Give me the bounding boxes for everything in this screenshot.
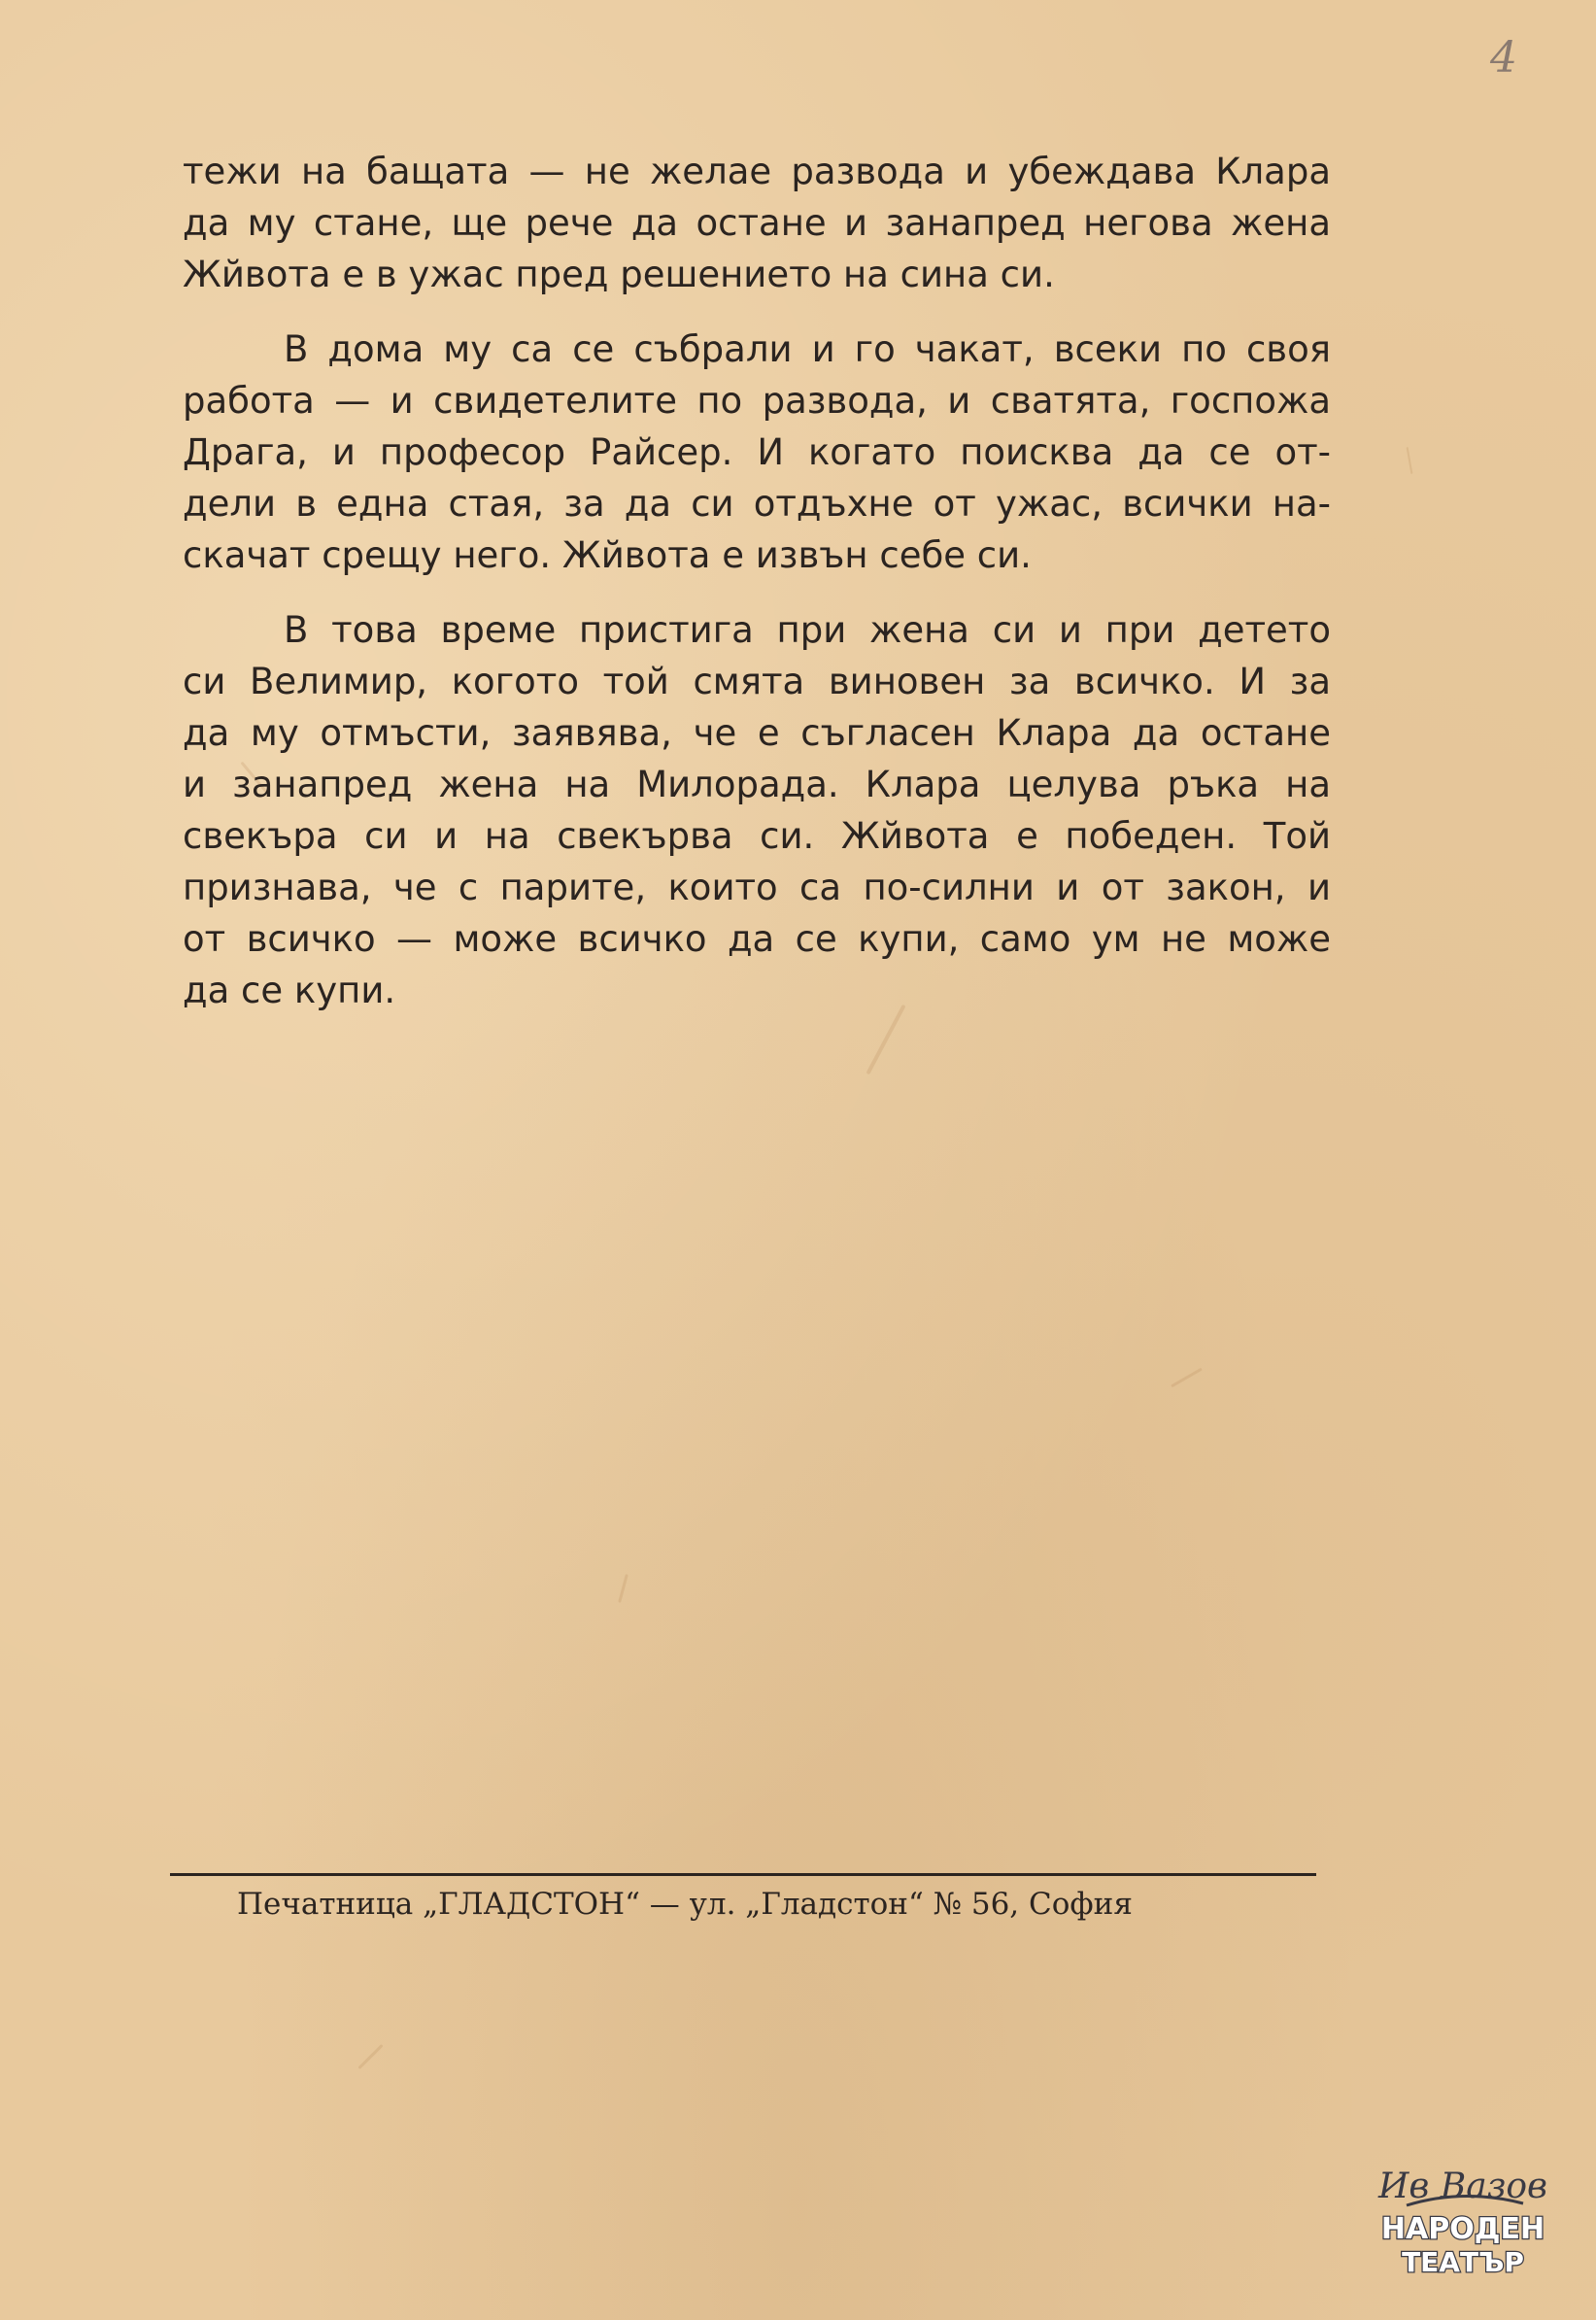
body-text bbox=[183, 146, 1331, 1040]
paper-fiber bbox=[1171, 1368, 1203, 1388]
text-line: и занапред жена на Милорада. Клара целува ръка на bbox=[183, 764, 1331, 805]
text-line: скачат срещу него. Жйвота е извън себе си. bbox=[183, 534, 1032, 576]
national-theatre-stamp bbox=[1377, 2159, 1548, 2285]
footer-rule bbox=[170, 1873, 1316, 1876]
stamp-line-2: ТЕАТЪР bbox=[1402, 2246, 1524, 2278]
text-line: Жйвота е в ужас пред решението на сина си. bbox=[183, 254, 1055, 295]
paper-fiber bbox=[1407, 447, 1413, 474]
stamp-signature: Ив Вазов bbox=[1378, 2166, 1547, 2206]
text-line: от всичко — може всичко да се купи, само ум не може bbox=[183, 918, 1331, 960]
text-line: да му стане, ще рече да остане и занапред негова жена bbox=[183, 202, 1331, 244]
paper-fiber bbox=[357, 2044, 383, 2069]
text-line: си Велимир, когото той смята виновен за всичко. И за bbox=[183, 661, 1331, 702]
text-line: тежи на бащата — не желае развода и убеждава Клара bbox=[183, 151, 1331, 192]
text-line: признава, че с парите, които са по-силни и от закон, и bbox=[183, 867, 1331, 908]
paragraph-1 bbox=[183, 146, 1331, 300]
text-line: да се купи. bbox=[183, 970, 396, 1011]
stamp-logo-icon bbox=[1377, 2159, 1548, 2285]
paragraph-3 bbox=[183, 604, 1331, 1016]
paper-fiber bbox=[618, 1574, 628, 1603]
text-line: работа — и свидетелите по развода, и сватята, госпожа bbox=[183, 380, 1331, 422]
paragraph-2 bbox=[183, 324, 1331, 581]
text-line: В това време пристига при жена си и при детето bbox=[284, 609, 1331, 651]
stamp-line-1: НАРОДЕН bbox=[1380, 2212, 1545, 2246]
printer-imprint: Печатница „ГЛАДСТОН“ — ул. „Гладстон“ № 56, София bbox=[237, 1887, 1133, 1922]
text-line: В дома му са се събрали и го чакат, всеки по своя bbox=[284, 328, 1331, 370]
text-line: Драга, и професор Райсер. И когато поисква да се от- bbox=[183, 431, 1331, 473]
text-line: да му отмъсти, заявява, че е съгласен Клара да остане bbox=[183, 712, 1331, 754]
page-number: 4 bbox=[1490, 33, 1517, 83]
text-line: свекъра си и на свекърва си. Жйвота е победен. Той bbox=[183, 815, 1331, 857]
text-line: дели в една стая, за да си отдъхне от ужас, всички на- bbox=[183, 483, 1331, 525]
